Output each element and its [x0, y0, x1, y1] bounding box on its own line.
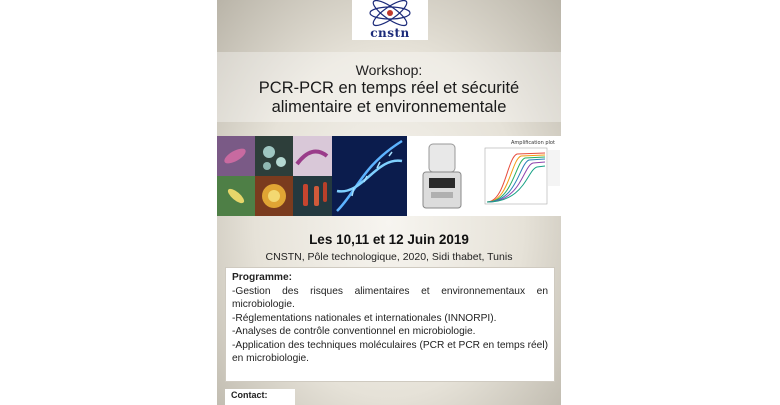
workshop-title-line1: PCR-PCR en temps réel et sécurité	[258, 79, 520, 97]
pcr-thermocycler-image	[407, 136, 477, 216]
programme-box	[225, 267, 555, 382]
programme-item: -Analyses de contrôle conventionnel en microbiologie.	[232, 326, 476, 337]
event-dates: Les 10,11 et 12 Juin 2019	[309, 232, 469, 247]
title-band	[217, 52, 561, 122]
dna-helix-image	[332, 136, 407, 216]
workshop-poster	[217, 0, 561, 405]
amplification-plot-title: Amplification plot	[511, 140, 555, 146]
programme-item: -Gestion des risques alimentaires et environnementaux en microbiologie.	[232, 285, 548, 310]
image-strip	[217, 136, 561, 216]
bacteria-mosaic-image	[217, 136, 332, 216]
cnstn-logo	[352, 0, 428, 40]
workshop-label: Workshop:	[355, 62, 423, 78]
programme-item: -Réglementations nationales et internationales (INNORPI).	[232, 312, 497, 324]
atom-logo-icon	[352, 0, 428, 28]
programme-item: -Application des techniques moléculaires (PCR et PCR en temps réel) en microbiologie.	[232, 339, 548, 364]
workshop-title-line2: alimentaire et environnementale	[271, 98, 507, 116]
programme-heading: Programme:	[232, 272, 293, 283]
amplification-plot-image	[477, 136, 561, 216]
contact-label: Contact:	[225, 389, 295, 405]
logo-text: cnstn	[370, 26, 410, 40]
event-location: CNSTN, Pôle technologique, 2020, Sidi thabet, Tunis	[265, 251, 513, 263]
